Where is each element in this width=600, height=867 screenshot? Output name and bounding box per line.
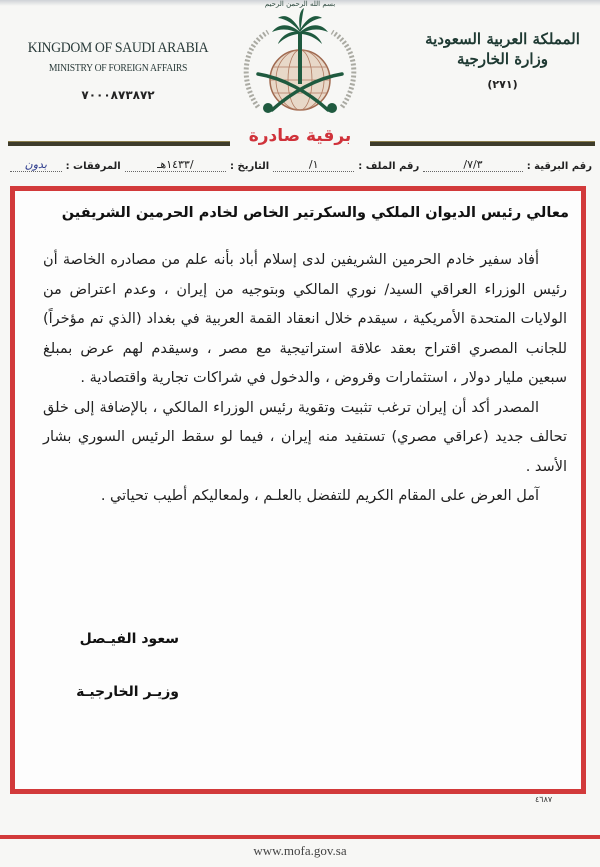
english-letterhead	[18, 40, 218, 102]
body-paragraph: أفاد سفير خادم الحرمين الشريفين لدى إسلام أباد بأنه علم من مصادره الخاصة أن رئيس الوزراء العراقي السيد/ نوري المالكي وبتوجيه من إيران ، وعدم اعتراض من الولايات المتحدة الأمريكية ، سيقدم خلال انعقاد القمة العربية في بغداد (الذي تم مؤخراً) للجانب المصري اقتراح بعقد علاقة استراتيجية مع مصر ، وسيقدم لهم عرض بمبلغ سبعين مليار دولار ، استثمارات وقروض ، والدخول في شراكات تجارية واقتصادية .	[43, 252, 567, 386]
closing-paragraph: آمل العرض على المقام الكريم للتفضل بالعلـم ، ولمعاليكم أطيب تحياتي .	[100, 488, 539, 504]
basmala: بسم الله الرحمن الرحيم	[264, 0, 336, 8]
signature-title: وزيـر الخارجيـة	[76, 684, 179, 700]
footer-website-link[interactable]: www.mofa.gov.sa	[253, 843, 347, 858]
signature-name: سعود الفيـصل	[79, 631, 179, 647]
date-value: /١٤٣٣هـ	[125, 158, 226, 172]
date-label: التاريخ :	[230, 161, 270, 172]
arabic-kingdom-name: المملكة العربية السعودية	[425, 30, 580, 48]
attachments-label: المرفقات :	[65, 161, 121, 172]
cable-number-value: ٧/٣/	[423, 158, 522, 172]
english-ministry-name: MINISTRY OF FOREIGN AFFAIRS	[48, 63, 188, 74]
letter-frame	[10, 186, 586, 804]
arabic-letterhead	[420, 30, 585, 91]
document-type-title: برقية صادرة	[248, 126, 352, 146]
cable-meta-row	[10, 152, 592, 172]
title-band-left-rule	[8, 141, 230, 146]
addressee: معالي رئيس الديوان الملكي والسكرتير الخاص لخادم الحرمين الشريفين	[61, 205, 569, 221]
palm-trunk	[298, 32, 302, 84]
title-band-right-rule	[370, 141, 595, 146]
file-number-value: ١/	[273, 158, 354, 172]
cable-number-label: رقم البرقية :	[526, 161, 592, 172]
attachments-value: بدون	[10, 158, 62, 172]
arabic-code: (٢٧١)	[487, 78, 518, 91]
saudi-emblem-icon	[228, 2, 372, 128]
reference-number: ٧٠٠٠٨٧٣٨٧٢	[81, 88, 155, 102]
letter-body	[43, 246, 567, 512]
arabic-ministry-name: وزارة الخارجية	[456, 50, 549, 68]
body-paragraph: المصدر أكد أن إيران ترغب تثبيت وتقوية رئيس الوزراء المالكي ، بالإضافة إلى خلق تحالف جديد (عراقي مصري) تستفيد منه إيران ، فيما لو سقط الرئيس السوري بشار الأسد .	[43, 399, 567, 475]
page-number: ٤٦٨٧	[535, 795, 553, 804]
footer-rule	[0, 835, 600, 839]
file-number-label: رقم الملف :	[358, 161, 420, 172]
english-kingdom-name: KINGDOM OF SAUDI ARABIA	[27, 40, 209, 56]
